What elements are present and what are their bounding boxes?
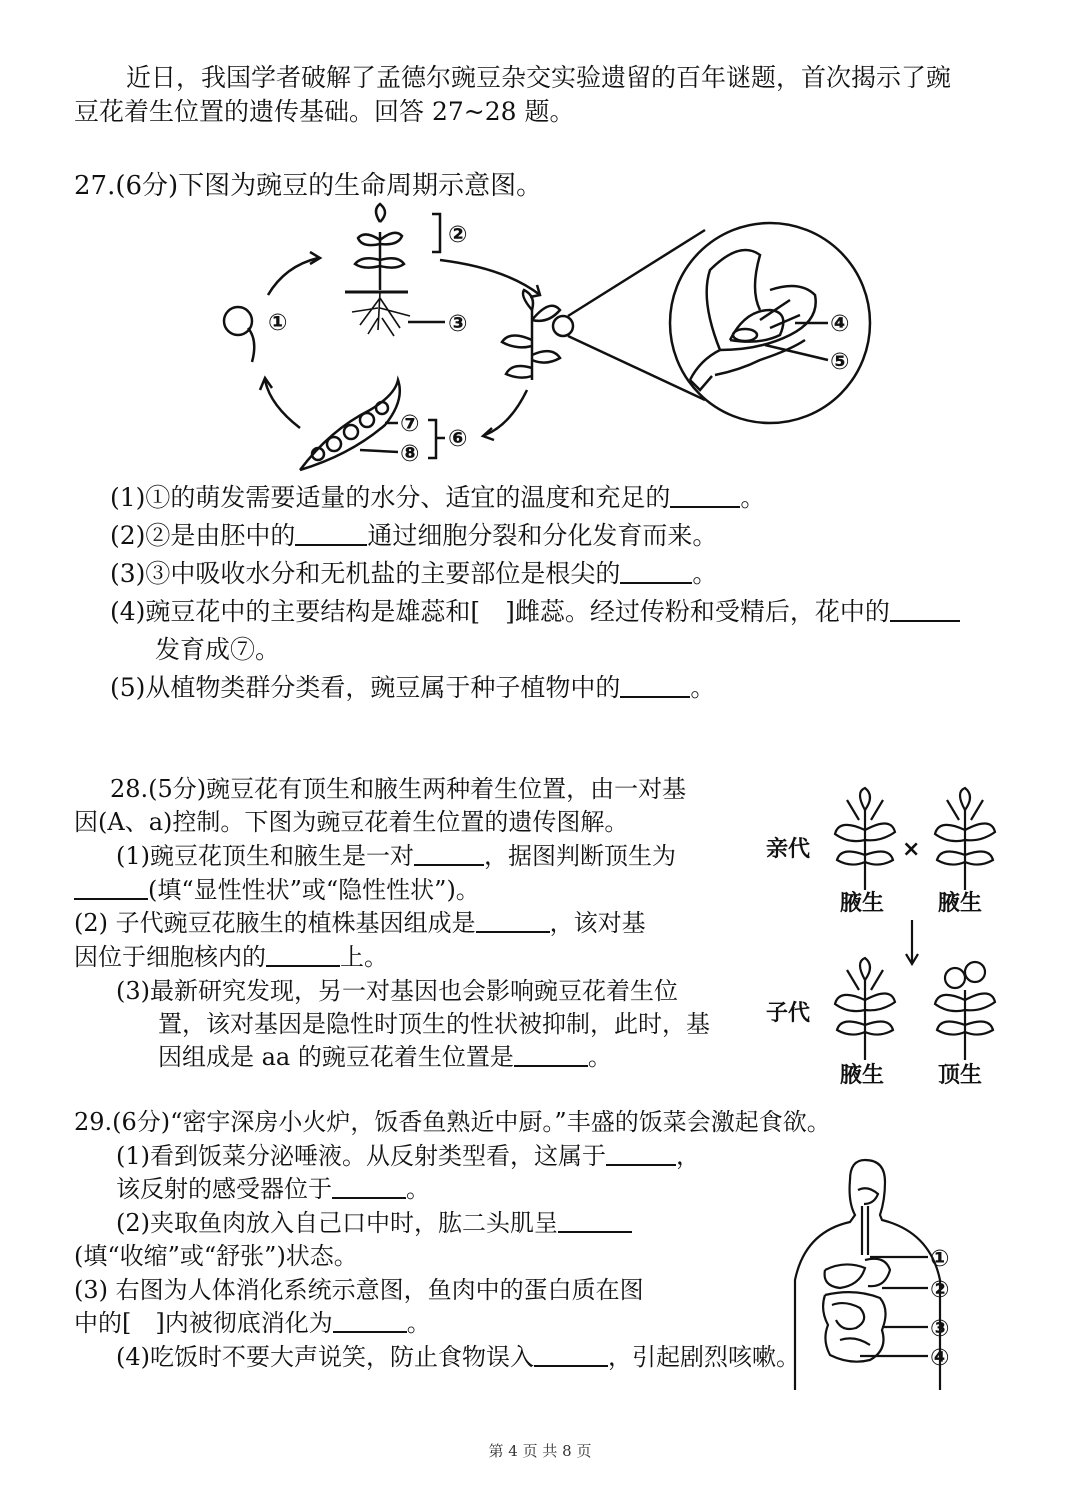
label-5: ⑤ — [830, 349, 850, 375]
parent-label: 亲代 — [766, 837, 811, 862]
q27-sub-5: (5)从植物类群分类看，豌豆属于种子植物中的 。 — [110, 673, 716, 702]
pea-pod-icon — [300, 380, 400, 470]
parent-1-trait: 腋生 — [840, 891, 885, 916]
seed-icon — [224, 307, 252, 335]
pea-life-cycle-diagram — [0, 200, 1080, 480]
child-plant-1-icon — [835, 958, 895, 1060]
q27-title: 27.(6分)下图为豌豆的生命周期示意图。 — [74, 171, 543, 201]
q28-line-5: (2) 子代豌豆花腋生的植株基因组成是 ，该对基 — [74, 909, 646, 937]
parent-2-trait: 腋生 — [938, 891, 983, 916]
q28-line-7: (3)最新研究发现，另一对基因也会影响豌豆花着生位 — [116, 977, 678, 1005]
parent-plant-1-icon — [835, 788, 895, 890]
parent-plant-2-icon — [935, 788, 995, 890]
child-label: 子代 — [766, 1001, 811, 1026]
flowering-plant-icon — [502, 290, 573, 380]
q29-line-2: (1)看到饭菜分泌唾液。从反射类型看，这属于 ， — [116, 1142, 700, 1170]
child-plant-2-icon — [935, 962, 995, 1060]
q27-sub-4-cont: 发育成⑦。 — [155, 635, 281, 664]
q27-sub-3: (3)③中吸收水分和无机盐的主要部位是根尖的 。 — [110, 559, 718, 588]
q27-sub-2: (2)②是由胚中的 通过细胞分裂和分化发育而来。 — [110, 521, 718, 550]
q27-sub-4: (4)豌豆花中的主要结构是雄蕊和[ ]雌蕊。经过传粉和受精后，花中的 — [110, 596, 960, 628]
intro-line-1: 近日，我国学者破解了孟德尔豌豆杂交实验遗留的百年谜题，首次揭示了豌 — [126, 63, 952, 92]
q28-line-6: 因位于细胞核内的 上。 — [74, 943, 388, 971]
q27-sub-1: (1)①的萌发需要适量的水分、适宜的温度和充足的 。 — [110, 483, 766, 512]
liver-icon — [825, 1264, 865, 1288]
digestive-system-diagram — [770, 1160, 990, 1400]
q28-line-9: 因组成是 aa 的豌豆花着生位置是 。 — [158, 1043, 612, 1071]
label-4: ④ — [830, 311, 850, 337]
q28-line-8: 置，该对基因是隐性时顶生的性状被抑制，此时，基 — [158, 1010, 710, 1038]
cross-symbol: × — [902, 837, 921, 862]
label-3: ③ — [448, 311, 468, 337]
child-2-trait: 顶生 — [938, 1063, 983, 1088]
digestive-label-2: ② — [930, 1277, 950, 1303]
digestive-label-1: ① — [930, 1246, 950, 1272]
q29-line-5: (填“收缩”或“舒张”)状态。 — [74, 1242, 358, 1270]
child-1-trait: 腋生 — [840, 1063, 885, 1088]
q29-line-8: (4)吃饭时不要大声说笑，防止食物误入 ，引起剧烈咳嗽。 — [116, 1343, 800, 1371]
q29-line-4: (2)夹取鱼肉放入自己口中时，肱二头肌呈 — [116, 1207, 632, 1239]
intro-line-2: 豆花着生位置的遗传基础。回答 27~28 题。 — [74, 97, 575, 126]
q28-line-1: 28.(5分)豌豆花有顶生和腋生两种着生位置，由一对基 — [110, 775, 687, 803]
digestive-label-3: ③ — [930, 1316, 950, 1342]
label-8: ⑧ — [400, 441, 420, 467]
page-footer: 第 4 页 共 8 页 — [488, 1442, 592, 1460]
label-6: ⑥ — [448, 426, 468, 452]
q29-line-1: 29.(6分)“密宇深房小火炉，饭香鱼熟近中厨。”丰盛的饭菜会激起食欲。 — [74, 1108, 831, 1136]
seedling-icon — [345, 204, 410, 336]
q28-line-2: 因(A、a)控制。下图为豌豆花着生位置的遗传图解。 — [74, 808, 629, 836]
q29-line-6: (3) 右图为人体消化系统示意图，鱼肉中的蛋白质在图 — [74, 1276, 644, 1304]
flower-section-icon — [690, 250, 816, 390]
q28-line-3: (1)豌豆花顶生和腋生是一对 ，据图判断顶生为 — [116, 842, 676, 870]
label-2: ② — [448, 222, 468, 248]
label-7: ⑦ — [400, 411, 420, 437]
q29-line-7: 中的[ ]内被彻底消化为 。 — [74, 1309, 431, 1337]
q28-line-4: (填“显性性状”或“隐性性状”)。 — [74, 874, 480, 906]
q29-line-3: 该反射的感受器位于 。 — [116, 1175, 430, 1203]
intestine-icon — [823, 1292, 885, 1362]
label-1: ① — [268, 310, 288, 336]
stomach-icon — [865, 1259, 890, 1286]
digestive-label-4: ④ — [930, 1345, 950, 1371]
inheritance-diagram — [760, 780, 1040, 1100]
